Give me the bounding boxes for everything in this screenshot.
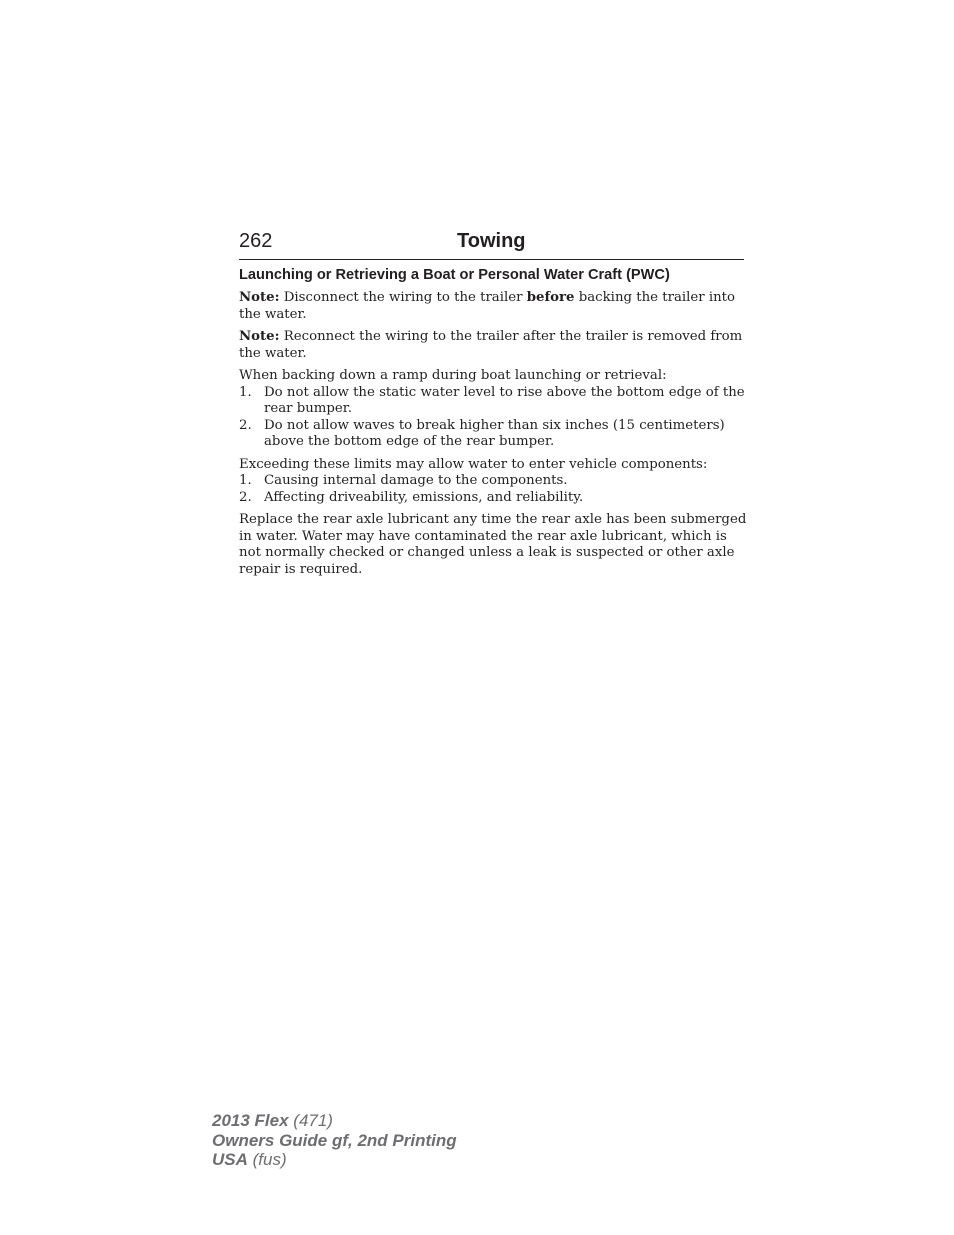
axle-paragraph: Replace the rear axle lubricant any time the rear axle has been submerged in water. Water may have contaminated the rear axle lubricant, which is not normally checked or changed unless a leak is suspected or other axle repair is required. (239, 512, 747, 577)
footer-code: (fus) (247, 1150, 287, 1169)
section-title: Launching or Retrieving a Boat or Personal Water Craft (PWC) (239, 267, 670, 283)
page-footer (212, 1111, 457, 1170)
footer-line (212, 1131, 457, 1151)
note-disconnect (239, 290, 749, 323)
list-item (239, 418, 749, 451)
footer-line (212, 1111, 457, 1131)
list-text: Causing internal damage to the components. (264, 473, 568, 488)
page-content (239, 266, 749, 584)
footer-model: 2013 Flex (212, 1111, 289, 1130)
list-item (239, 385, 749, 418)
page-number: 262 (239, 230, 273, 252)
limits-list (239, 473, 749, 506)
page-header (239, 229, 744, 260)
note-label: Note: (239, 290, 280, 305)
note-text: Disconnect the wiring to the trailer (279, 290, 527, 305)
list-number: 1. (239, 473, 252, 488)
footer-market: USA (212, 1150, 248, 1169)
note-emphasis: before (526, 290, 575, 305)
list-number: 2. (239, 489, 252, 505)
chapter-title: Towing (457, 230, 526, 252)
list-text: Do not allow waves to break higher than six inches (15 centimeters) above the bottom edge of the rear bumper. (264, 417, 725, 449)
note-text: Reconnect the wiring to the trailer after the trailer is removed from the water. (239, 329, 743, 361)
list-item (239, 490, 749, 507)
footer-line (212, 1150, 457, 1170)
note-reconnect (239, 329, 749, 362)
list-text: Do not allow the static water level to rise above the bottom edge of the rear bumper. (264, 384, 745, 416)
list-number: 1. (239, 384, 252, 400)
ramp-list (239, 385, 749, 451)
list-text: Affecting driveability, emissions, and reliability. (264, 489, 584, 505)
list-item (239, 473, 749, 490)
footer-guide: Owners Guide gf, 2nd Printing (212, 1130, 457, 1150)
limits-intro: Exceeding these limits may allow water to enter vehicle components: (239, 456, 708, 472)
footer-code: (471) (288, 1111, 333, 1130)
note-text: backing the trailer into the water. (239, 290, 735, 322)
note-label: Note: (239, 329, 280, 344)
ramp-intro: When backing down a ramp during boat launching or retrieval: (239, 368, 667, 383)
list-number: 2. (239, 417, 252, 433)
